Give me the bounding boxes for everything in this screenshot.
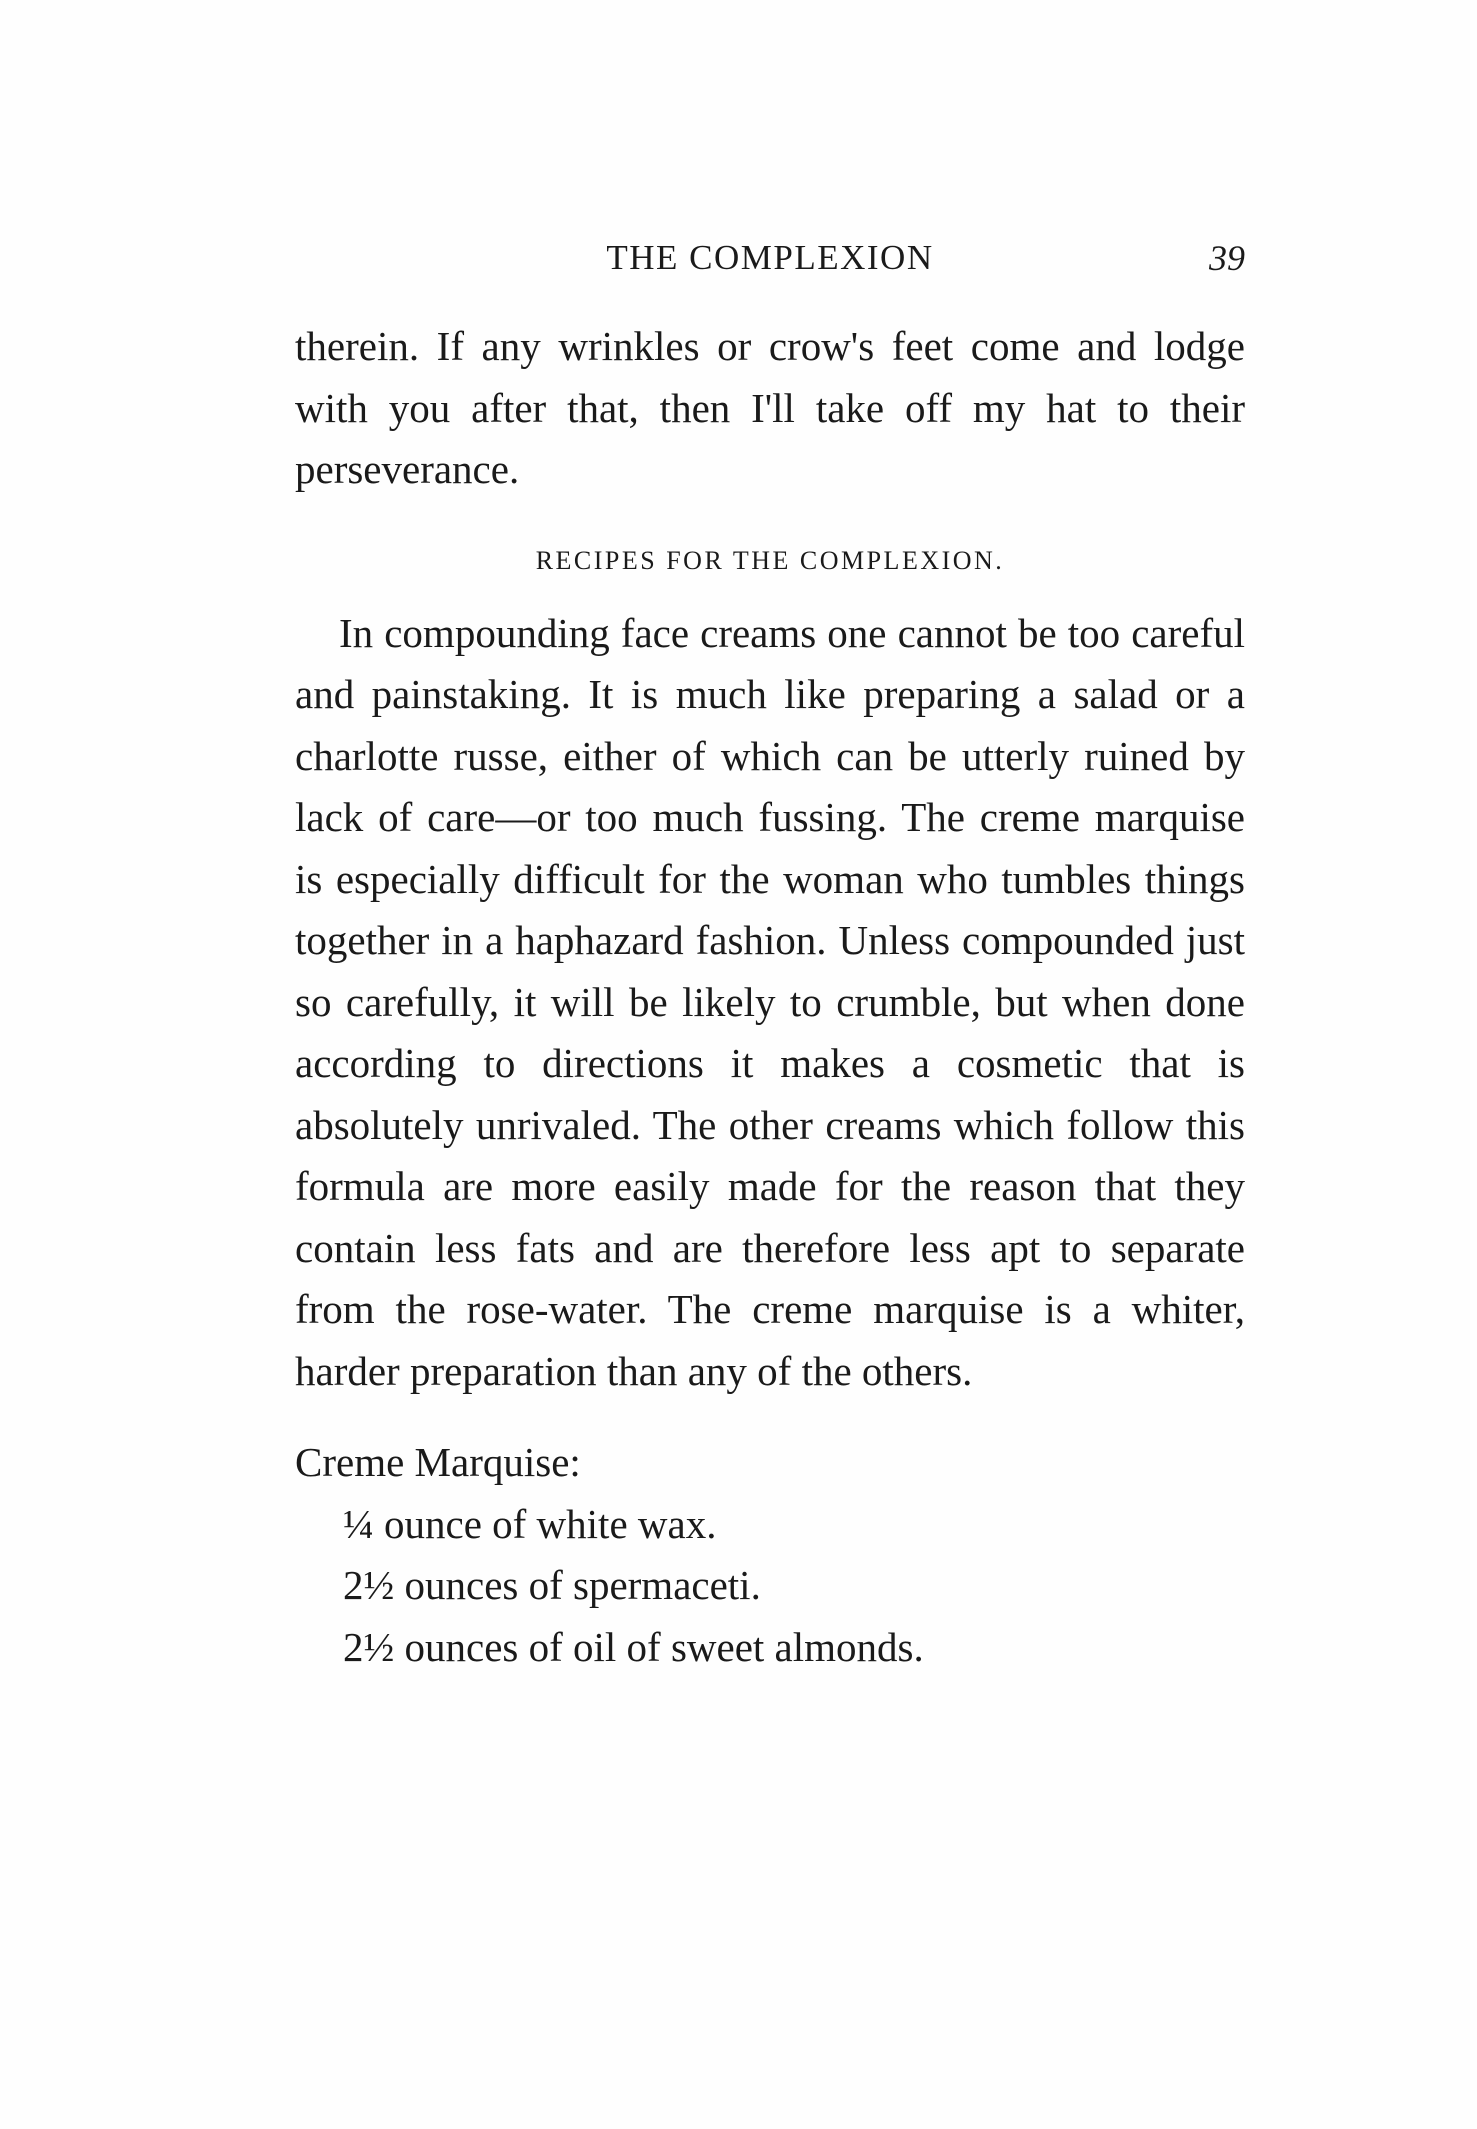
continuation-paragraph: therein. If any wrinkles or crow's feet come and lodge with you after that, then I'll take off my hat to their perseverance. [295, 323, 1245, 492]
ingredient-item: 2½ ounces of oil of sweet almonds. [343, 1623, 924, 1670]
recipe-title: Creme Marquise: [295, 1439, 581, 1485]
ingredient-item: 2½ ounces of spermaceti. [343, 1562, 761, 1608]
running-title: THE COMPLEXION [606, 238, 934, 277]
section-heading: RECIPES FOR THE COMPLEXION. [535, 545, 1005, 575]
page-body [295, 316, 1245, 1678]
running-header [295, 233, 1245, 283]
ingredient-item: ¼ ounce of white wax. [343, 1500, 717, 1547]
page-number: 39 [1209, 238, 1245, 278]
ingredient-list [295, 1494, 1245, 1679]
intro-paragraph: In compounding face creams one cannot be too careful and painstaking. It is much like preparing a salad or a charlotte russe, either of which can be utterly ruined by lack of care—or too much fussing. The creme marquise is especially difficult for the woman who tumbles things together in a haphazard fashion. Unless compounded just so carefully, it will be likely to crumble, but when done according to directions it makes a cosmetic that is absolutely unrivaled. The other creams which follow this formula are more easily made for the reason that they contain less fats and are therefore less apt to separate from the rose-water. The creme marquise is a whiter, harder preparation than any of the others. [295, 609, 1245, 1394]
